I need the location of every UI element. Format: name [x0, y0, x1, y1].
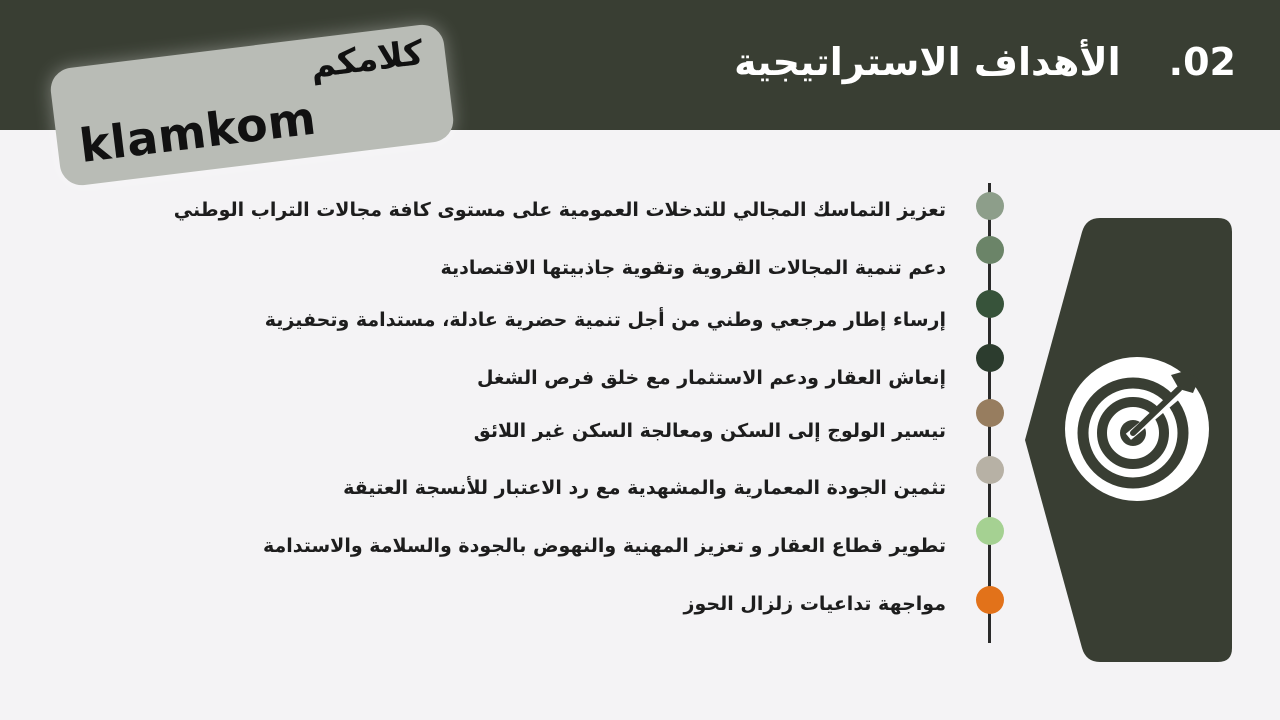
objective-text-6: تثمين الجودة المعمارية والمشهدية مع رد الاعتبار للأنسجة العتيقة [343, 477, 946, 499]
page-title [734, 34, 1236, 90]
objective-text-2: دعم تنمية المجالات القروية وتقوية جاذبيتها الاقتصادية [440, 257, 946, 279]
watermark-latin: klamkom [76, 90, 320, 174]
objective-dot-1 [976, 192, 1004, 220]
objective-text-3: إرساء إطار مرجعي وطني من أجل تنمية حضرية عادلة، مستدامة وتحفيزية [264, 309, 946, 331]
objective-text-1: تعزيز التماسك المجالي للتدخلات العمومية على مستوى كافة مجالات التراب الوطني [173, 199, 946, 221]
section-title: الأهداف الاستراتيجية [734, 40, 1121, 84]
section-number: .02 [1168, 40, 1236, 84]
watermark-arabic: كلامكم [308, 32, 426, 87]
target-badge [1065, 357, 1209, 501]
objective-text-7: تطوير قطاع العقار و تعزيز المهنية والنهوض بالجودة والسلامة والاستدامة [262, 535, 946, 557]
objective-text-5: تيسير الولوج إلى السكن ومعالجة السكن غير اللائق [473, 420, 946, 442]
objective-text-4: إنعاش العقار ودعم الاستثمار مع خلق فرص الشغل [476, 367, 946, 389]
target-icon [1065, 357, 1209, 501]
objective-text-8: مواجهة تداعيات زلزال الحوز [683, 593, 946, 615]
